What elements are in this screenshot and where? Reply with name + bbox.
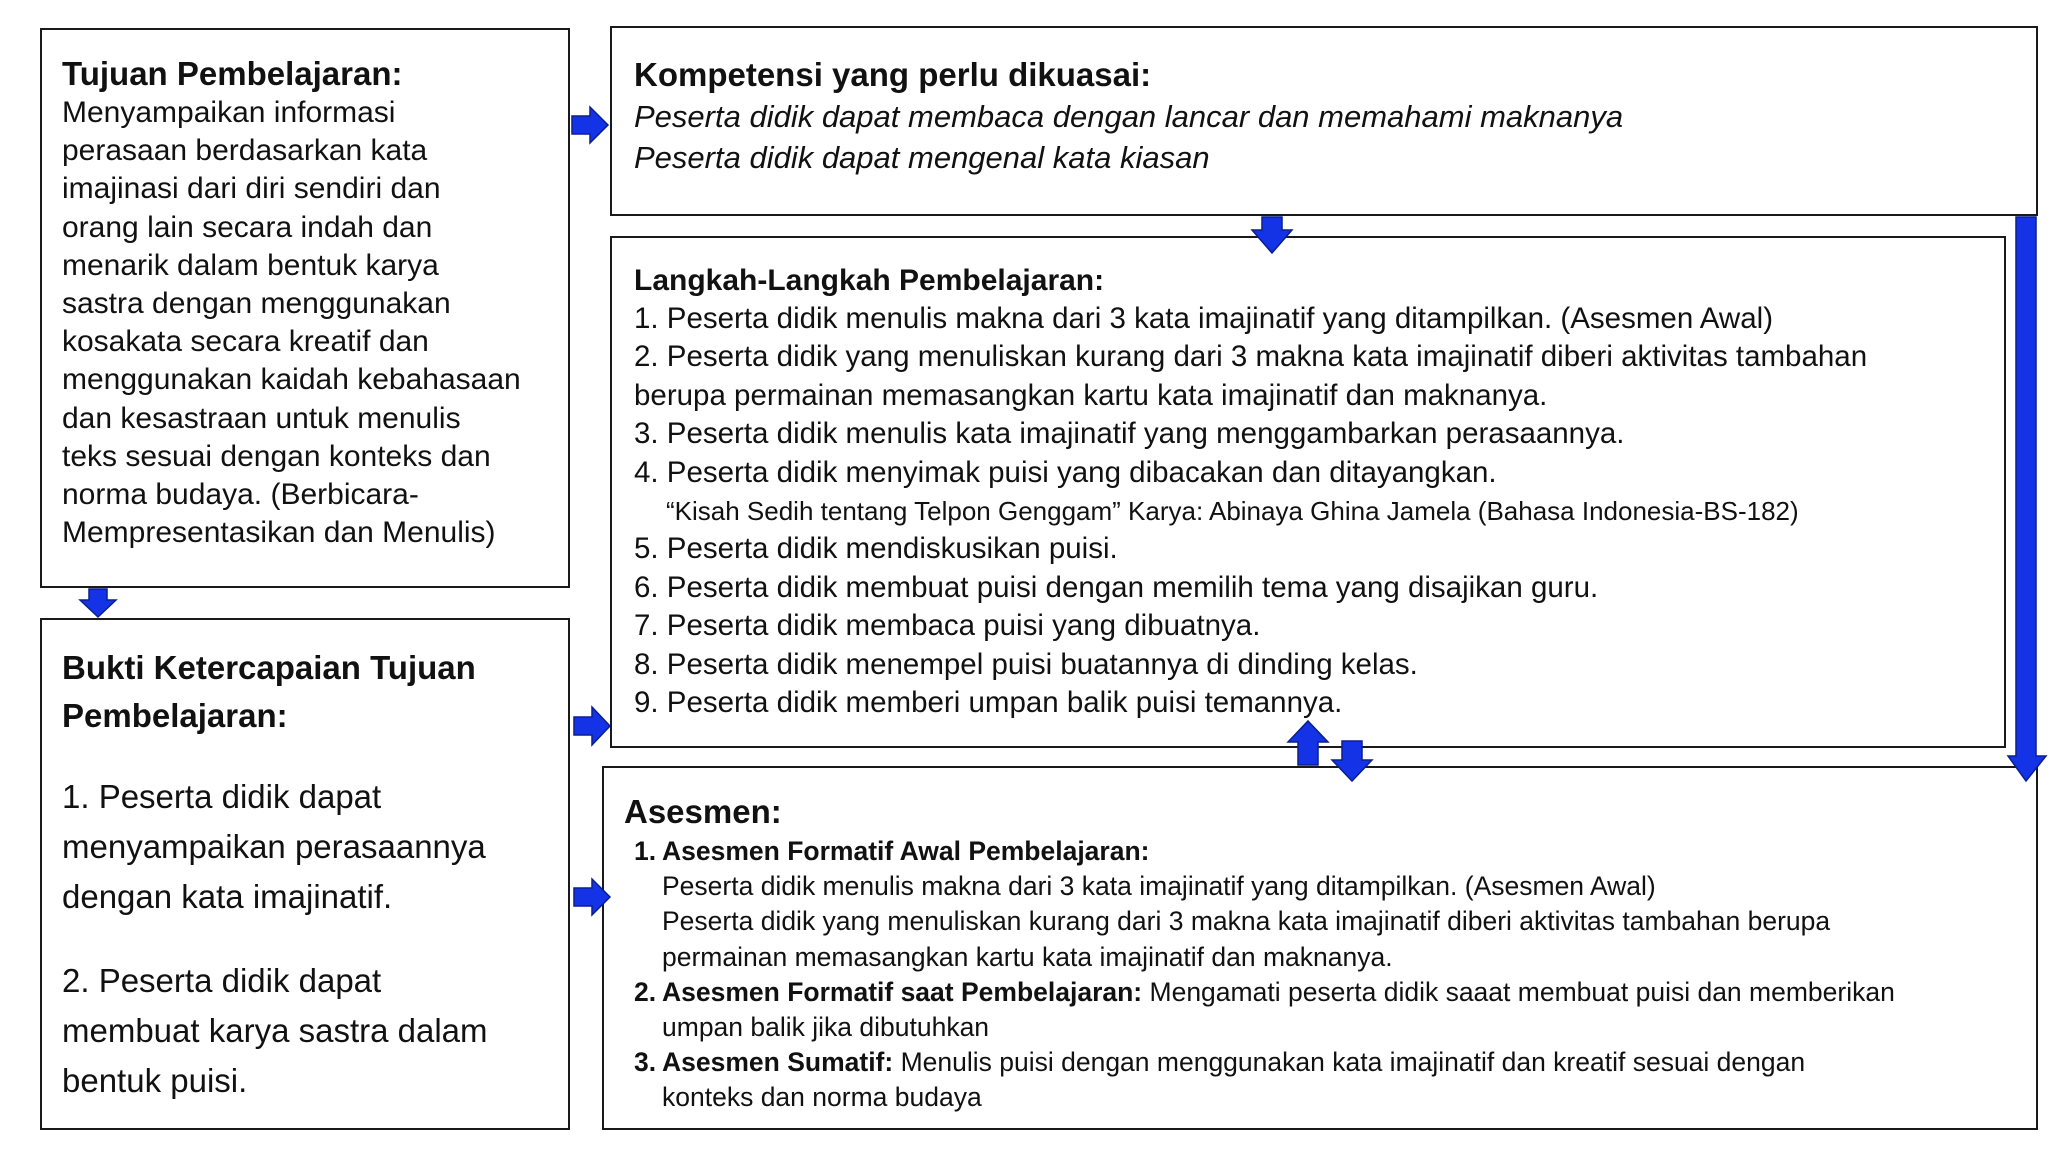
asesmen-item-line: umpan balik jika dibutuhkan [662, 1012, 990, 1043]
asesmen-item-3 [624, 1045, 2016, 1115]
tujuan-line: menarik dalam bentuk karya [62, 248, 439, 282]
arrow-up-asesmen-to-langkah [1286, 720, 1330, 766]
langkah-step: 7. Peserta didik membaca puisi yang dibuatnya. [634, 609, 1261, 643]
langkah-title: Langkah-Langkah Pembelajaran: [634, 264, 1105, 297]
langkah-step-continuation: berupa permainan memasangkan kartu kata imajinatif dan maknanya. [634, 378, 1548, 412]
arrow-down-langkah-to-asesmen [1330, 740, 1374, 782]
langkah-poem-reference: “Kisah Sedih tentang Telpon Genggam” Karya: Abinaya Ghina Jamela (Bahasa Indonesia-BS-182) [666, 496, 1799, 527]
tujuan-line: menggunakan kaidah kebahasaan [62, 363, 521, 397]
kompetensi-title: Kompetensi yang perlu dikuasai: [634, 56, 1152, 93]
tujuan-line: perasaan berdasarkan kata [62, 134, 428, 168]
tujuan-box [40, 28, 570, 588]
asesmen-item-line: permainan memasangkan kartu kata imajinatif dan maknanya. [662, 941, 1393, 972]
asesmen-item-number: 2. [634, 976, 657, 1007]
bukti-box [40, 618, 570, 1130]
bukti-item-line: bentuk puisi. [62, 1062, 248, 1099]
asesmen-box [602, 766, 2038, 1130]
asesmen-item-heading: Asesmen Formatif Awal Pembelajaran: [662, 836, 1150, 866]
kompetensi-item: Peserta didik dapat mengenal kata kiasan [634, 140, 1210, 175]
asesmen-item-line: Peserta didik yang menuliskan kurang dari 3 makna kata imajinatif diberi aktivitas tambahan berupa [662, 906, 1831, 937]
bukti-item-1 [62, 772, 548, 922]
asesmen-item-line: konteks dan norma budaya [662, 1082, 982, 1113]
asesmen-item-heading: Asesmen Formatif saat Pembelajaran: [662, 976, 1143, 1007]
asesmen-item-heading: Asesmen Sumatif: [662, 1047, 894, 1078]
tujuan-line: dan kesastraan untuk menulis [62, 401, 461, 435]
kompetensi-box [610, 26, 2038, 216]
tujuan-line: sastra dengan menggunakan [62, 287, 451, 321]
bukti-item-line: membuat karya sastra dalam [62, 1012, 488, 1049]
bukti-item-line: 2. Peserta didik dapat [62, 962, 382, 999]
tujuan-line: Menyampaikan informasi [62, 96, 396, 129]
bukti-item-2 [62, 956, 548, 1106]
asesmen-item-2 [624, 975, 2016, 1045]
bukti-item-line: 1. Peserta didik dapat [62, 778, 382, 815]
tujuan-text [62, 94, 548, 552]
langkah-step: 2. Peserta didik yang menuliskan kurang dari 3 makna kata imajinatif diberi aktivitas tambahan [634, 340, 1868, 374]
asesmen-item-text: Mengamati peserta didik saaat membuat puisi dan memberikan [1142, 976, 1895, 1007]
bukti-item-line: dengan kata imajinatif. [62, 878, 393, 915]
bukti-title [62, 644, 548, 740]
arrow-down-kompetensi-to-asesmen [2006, 216, 2048, 782]
bukti-title-line: Pembelajaran: [62, 697, 288, 734]
asesmen-item-text: Menulis puisi dengan menggunakan kata imajinatif dan kreatif sesuai dengan [893, 1047, 1806, 1078]
langkah-step: 8. Peserta didik menempel puisi buatannya di dinding kelas. [634, 647, 1418, 681]
tujuan-line: kosakata secara kreatif dan [62, 325, 429, 359]
langkah-box [610, 236, 2006, 748]
asesmen-title: Asesmen: [624, 793, 782, 830]
langkah-step: 4. Peserta didik menyimak puisi yang dibacakan dan ditayangkan. [634, 455, 1497, 489]
arrow-right-tujuan-to-kompetensi [570, 106, 610, 144]
tujuan-line: imajinasi dari diri sendiri dan [62, 172, 441, 206]
bukti-title-line: Bukti Ketercapaian Tujuan [62, 649, 476, 686]
langkah-list [634, 300, 1982, 722]
langkah-step: 3. Peserta didik menulis kata imajinatif yang menggambarkan perasaannya. [634, 417, 1625, 451]
langkah-step: 1. Peserta didik menulis makna dari 3 kata imajinatif yang ditampilkan. (Asesmen Awal) [634, 302, 1774, 335]
kompetensi-item: Peserta didik dapat membaca dengan lancar dan memahami maknanya [634, 99, 1624, 134]
tujuan-line: teks sesuai dengan konteks dan [62, 439, 491, 473]
arrow-down-kompetensi-to-langkah [1250, 216, 1294, 254]
langkah-step: 9. Peserta didik memberi umpan balik puisi temannya. [634, 686, 1343, 720]
arrow-right-bukti-to-asesmen [572, 878, 612, 916]
asesmen-item-1 [624, 834, 2016, 975]
arrow-down-tujuan-to-bukti [78, 588, 118, 618]
langkah-step: 5. Peserta didik mendiskusikan puisi. [634, 532, 1118, 566]
asesmen-item-number: 1. [634, 836, 657, 866]
asesmen-item-line: Peserta didik menulis makna dari 3 kata imajinatif yang ditampilkan. (Asesmen Awal) [662, 871, 1656, 902]
asesmen-list [624, 834, 2016, 1116]
bukti-item-line: menyampaikan perasaannya [62, 828, 486, 865]
asesmen-item-number: 3. [634, 1047, 657, 1078]
arrow-right-bukti-to-langkah [572, 706, 612, 746]
tujuan-line: orang lain secara indah dan [62, 210, 433, 244]
tujuan-line: norma budaya. (Berbicara- [62, 478, 419, 512]
tujuan-line: Mempresentasikan dan Menulis) [62, 516, 496, 550]
tujuan-title: Tujuan Pembelajaran: [62, 55, 403, 92]
langkah-step: 6. Peserta didik membuat puisi dengan memilih tema yang disajikan guru. [634, 570, 1599, 604]
